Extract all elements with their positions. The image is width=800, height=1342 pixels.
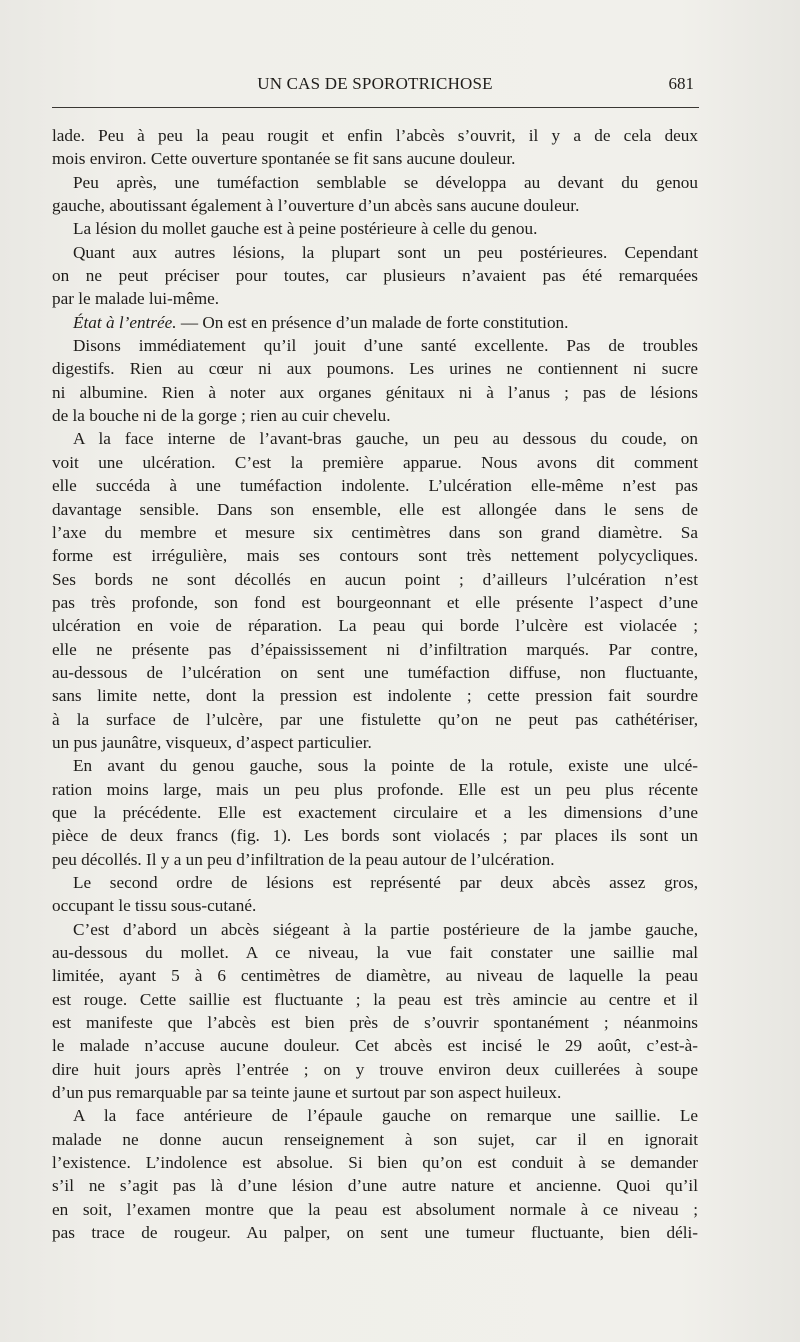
text-line: Peu après, une tuméfaction semblable se développa au devant du genou xyxy=(73,172,698,192)
text-line: un pus jaunâtre, visqueux, d’aspect particulier. xyxy=(52,732,372,752)
text-line: à la surface de l’ulcère, par une fistulette qu’on ne peut pas cathétériser, xyxy=(52,709,698,729)
text-line: pièce de deux francs (fig. 1). Les bords sont violacés ; par places ils sont un xyxy=(52,826,698,846)
text-line: de la bouche ni de la gorge ; rien au cuir chevelu. xyxy=(52,406,391,426)
text-line: La lésion du mollet gauche est à peine postérieure à celle du genou. xyxy=(73,219,538,239)
text-line: ulcération en voie de réparation. La peau qui borde l’ulcère est violacée ; xyxy=(52,616,698,636)
body-text xyxy=(52,124,698,1245)
text-line: elle succéda à une tuméfaction indolente. L’ulcération elle-même n’est pas xyxy=(52,476,698,496)
text-line: en soit, l’examen montre que la peau est absolument normale à ce niveau ; xyxy=(52,1199,698,1219)
text-line: A la face interne de l’avant-bras gauche, un peu au dessous du coude, on xyxy=(73,429,698,449)
text-line: gauche, aboutissant également à l’ouverture d’un abcès sans aucune douleur. xyxy=(52,196,580,216)
header-rule xyxy=(52,107,699,108)
text-line: pas trace de rougeur. Au palper, on sent une tumeur fluctuante, bien déli- xyxy=(52,1223,698,1243)
text-line: ni albumine. Rien à noter aux organes génitaux ni à l’anus ; pas de lésions xyxy=(52,382,698,402)
text-line: par le malade lui-même. xyxy=(52,289,220,309)
text-line: forme est irrégulière, mais ses contours sont très nettement polycycliques. xyxy=(52,546,698,566)
text-line: l’axe du membre et mesure six centimètres dans son grand diamètre. Sa xyxy=(52,522,698,542)
text-line: l’existence. L’indolence est absolue. Si bien qu’on est conduit à se demander xyxy=(52,1153,698,1173)
page-header xyxy=(52,74,698,100)
text-line: davantage sensible. Dans son ensemble, elle est allongée dans le sens de xyxy=(52,499,698,519)
text-line: elle ne présente pas d’épaississement ni d’infiltration marqués. Par contre, xyxy=(52,639,698,659)
text-line: s’il ne s’agit pas là d’une lésion d’une autre nature et ancienne. Quoi qu’il xyxy=(52,1176,698,1196)
text-line: au-dessous de l’ulcération on sent une tuméfaction diffuse, non fluctuante, xyxy=(52,662,698,682)
text-line: ration moins large, mais un peu plus profonde. Elle est un peu plus récente xyxy=(52,779,698,799)
text-line: le malade n’accuse aucune douleur. Cet abcès est incisé le 29 août, c’est-à- xyxy=(52,1036,698,1056)
text-line: dire huit jours après l’entrée ; on y trouve environ deux cuillerées à soupe xyxy=(52,1059,698,1079)
text-line: digestifs. Rien au cœur ni aux poumons. Les urines ne contiennent ni sucre xyxy=(52,359,698,379)
text-line: malade ne donne aucun renseignement à son sujet, car il en ignorait xyxy=(52,1129,698,1149)
page-number: 681 xyxy=(668,74,694,93)
text-line: occupant le tissu sous-cutané. xyxy=(52,896,257,916)
text-line: d’un pus remarquable par sa teinte jaune et surtout par son aspect huileux. xyxy=(52,1083,562,1103)
text-line: lade. Peu à peu la peau rougit et enfin l’abcès s’ouvrit, il y a de cela deux xyxy=(52,126,698,145)
text-line: sans limite nette, dont la pression est indolente ; cette pression fait sourdre xyxy=(52,686,698,706)
text-line: au-dessous du mollet. A ce niveau, la vue fait constater une saillie mal xyxy=(52,943,698,963)
text-line: mois environ. Cette ouverture spontanée se fit sans aucune douleur. xyxy=(52,149,516,169)
text-line: C’est d’abord un abcès siégeant à la partie postérieure de la jambe gauche, xyxy=(73,919,698,939)
text-line: on ne peut préciser pour toutes, car plusieurs n’avaient pas été remarquées xyxy=(52,266,698,286)
text-line: est manifeste que l’abcès est bien près de s’ouvrir spontanément ; néanmoins xyxy=(52,1013,698,1033)
text-line: A la face antérieure de l’épaule gauche on remarque une saillie. Le xyxy=(73,1106,698,1126)
text-line: pas très profonde, son fond est bourgeonnant et elle présente l’aspect d’une xyxy=(52,592,698,612)
italic-run: État à l’entrée. xyxy=(73,312,177,332)
text-line: limitée, ayant 5 à 6 centimètres de diamètre, au niveau de laquelle la peau xyxy=(52,966,698,986)
text-line: Ses bords ne sont décollés en aucun point ; d’ailleurs l’ulcération n’est xyxy=(52,569,698,589)
text-line: est rouge. Cette saillie est fluctuante ; la peau est très amincie au centre et il xyxy=(52,989,698,1009)
text-line: que la précédente. Elle est exactement circulaire et a les dimensions d’une xyxy=(52,802,698,822)
text-line: Quant aux autres lésions, la plupart sont un peu postérieures. Cependant xyxy=(73,242,698,262)
text-line: Le second ordre de lésions est représenté par deux abcès assez gros, xyxy=(73,873,698,892)
running-title: UN CAS DE SPOROTRICHOSE xyxy=(257,74,493,93)
text-line: voit une ulcération. C’est la première apparue. Nous avons dit comment xyxy=(52,452,698,472)
text-line: En avant du genou gauche, sous la pointe de la rotule, existe une ulcé- xyxy=(73,756,698,776)
text-line: peu décollés. Il y a un peu d’infiltration de la peau autour de l’ulcération. xyxy=(52,849,555,869)
text-line: État à l’entrée. — On est en présence d’un malade de forte constitution. xyxy=(73,312,569,332)
text-line: Disons immédiatement qu’il jouit d’une santé excellente. Pas de troubles xyxy=(73,336,698,356)
